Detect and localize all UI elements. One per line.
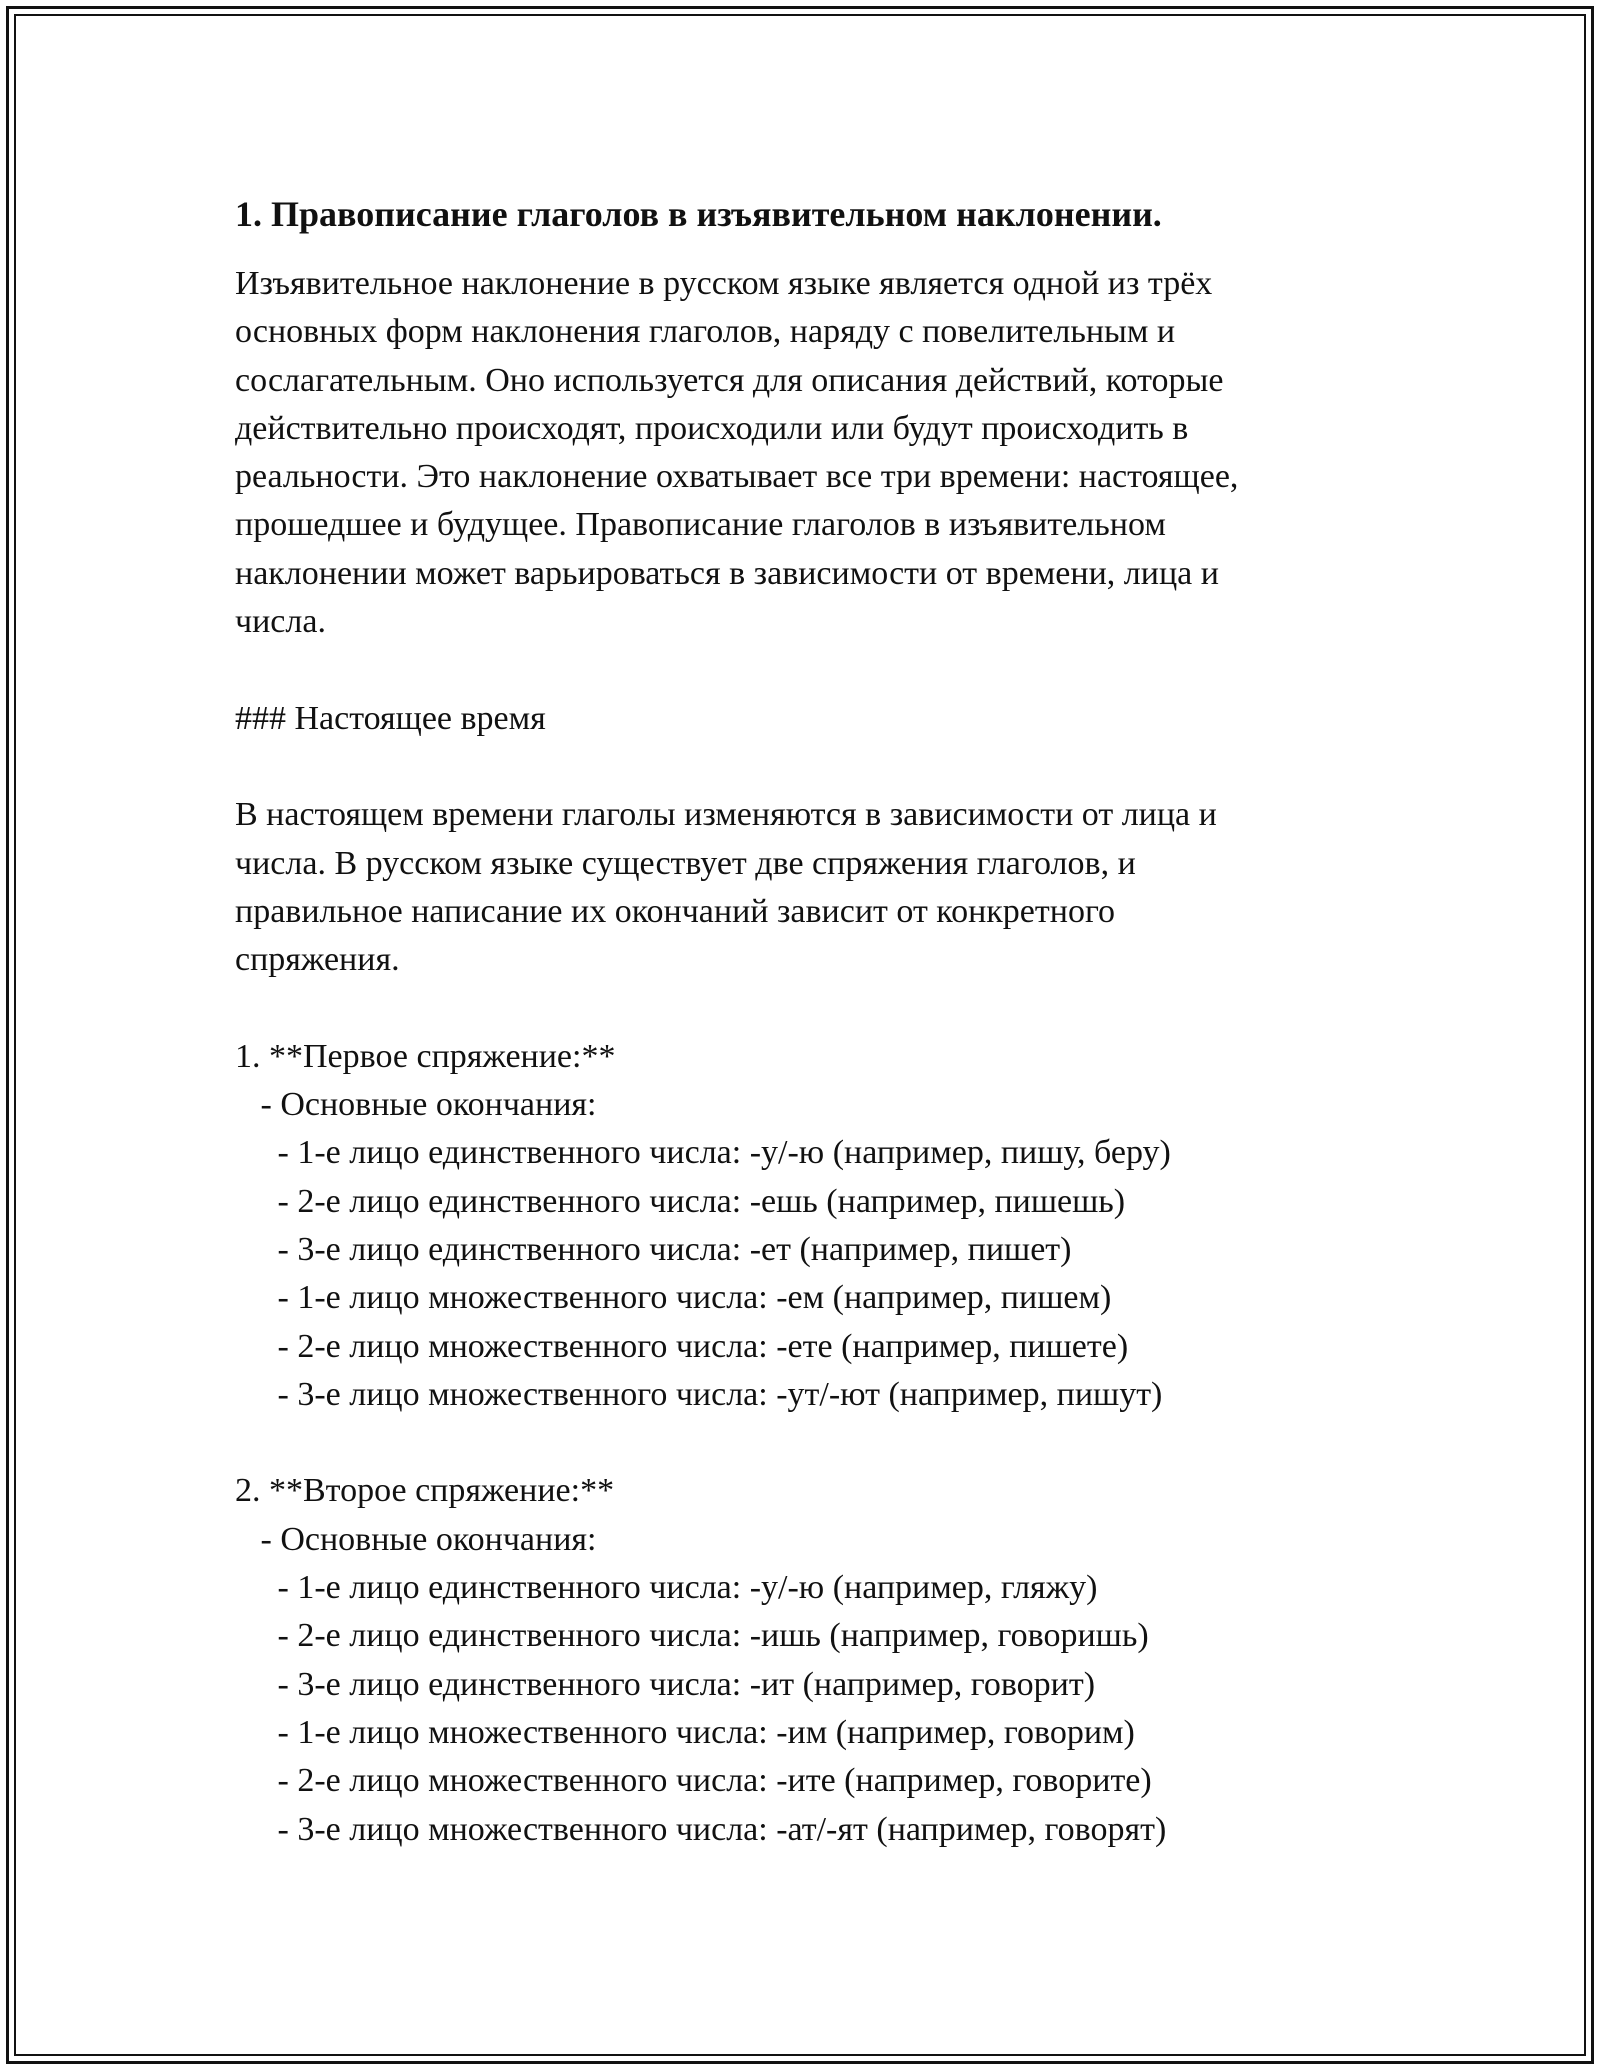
first-conjugation-item: - 3-е лицо множественного числа: -ут/-ют (например, пишут) [235,1375,1163,1413]
second-conjugation-title: 2. **Второе спряжение:** [235,1472,615,1510]
intro-paragraph [235,260,1395,1854]
intro-line: прошедшее и будущее. Правописание глаголов в изъявительном [235,506,1166,544]
first-conjugation-item: - 1-е лицо множественного числа: -ем (например, пишем) [235,1279,1112,1317]
second-conjugation-item: - 2-е лицо множественного числа: -ите (например, говорите) [235,1762,1152,1800]
present-line: правильное написание их окончаний зависит от конкретного [235,892,1116,930]
present-line: числа. В русском языке существует две спряжения глаголов, и [235,844,1136,882]
second-conjugation-item: - 2-е лицо единственного числа: -ишь (например, говоришь) [235,1617,1149,1655]
second-conjugation-item: - 3-е лицо единственного числа: -ит (например, говорит) [235,1665,1096,1703]
intro-line: наклонении может варьироваться в зависимости от времени, лица и [235,554,1219,592]
first-conjugation-item: - 1-е лицо единственного числа: -у/-ю (например, пишу, беру) [235,1134,1171,1172]
document-body [235,190,1395,1854]
section-heading: 1. Правописание глаголов в изъявительном наклонении. [235,194,1162,234]
second-conjugation-item: - 1-е лицо единственного числа: -у/-ю (например, гляжу) [235,1569,1098,1607]
second-conjugation-endings-label: - Основные окончания: [235,1520,597,1558]
present-line: В настоящем времени глаголы изменяются в зависимости от лица и [235,796,1217,834]
second-conjugation-item: - 1-е лицо множественного числа: -им (например, говорим) [235,1713,1135,1751]
first-conjugation-item: - 2-е лицо множественного числа: -ете (например, пишете) [235,1327,1129,1365]
intro-line: действительно происходят, происходили или будут происходить в [235,409,1189,447]
subheading-present-tense: ### Настоящее время [235,699,546,737]
second-conjugation-item: - 3-е лицо множественного числа: -ат/-ят (например, говорят) [235,1810,1167,1848]
intro-line: сослагательным. Оно используется для описания действий, которые [235,361,1224,399]
intro-line: Изъявительное наклонение в русском языке является одной из трёх [235,265,1213,302]
first-conjugation-title: 1. **Первое спряжение:** [235,1037,616,1075]
intro-line: основных форм наклонения глаголов, наряду с повелительным и [235,313,1176,351]
first-conjugation-endings-label: - Основные окончания: [235,1086,597,1124]
first-conjugation-item: - 2-е лицо единственного числа: -ешь (например, пишешь) [235,1182,1126,1220]
first-conjugation-item: - 3-е лицо единственного числа: -ет (например, пишет) [235,1230,1072,1268]
intro-line: числа. [235,603,326,641]
present-line: спряжения. [235,941,400,979]
intro-line: реальности. Это наклонение охватывает все три времени: настоящее, [235,458,1239,496]
